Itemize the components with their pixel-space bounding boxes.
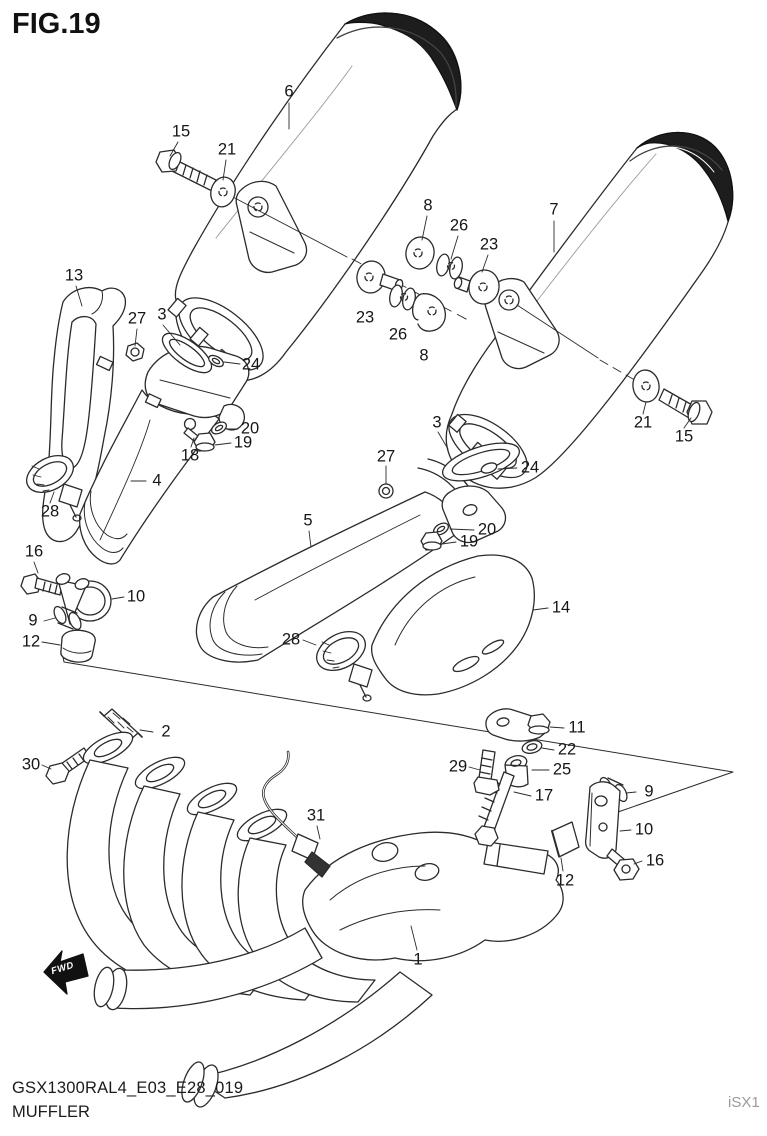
part-label-5: 5 xyxy=(303,511,313,530)
part-label-26: 26 xyxy=(449,216,469,235)
part-label-10: 10 xyxy=(126,587,146,606)
part-label-23: 23 xyxy=(355,308,375,327)
part-label-27: 27 xyxy=(127,309,147,328)
part-label-27: 27 xyxy=(376,447,396,466)
watermark-text: iSX1 xyxy=(728,1094,760,1111)
part-label-3: 3 xyxy=(157,305,167,324)
part-label-24: 24 xyxy=(520,458,540,477)
drawing-title: MUFFLER xyxy=(12,1103,90,1121)
part-label-15: 15 xyxy=(171,122,191,141)
part-label-21: 21 xyxy=(633,413,653,432)
part-label-30: 30 xyxy=(21,755,41,774)
figure-title: FIG.19 xyxy=(12,8,101,40)
part-label-12: 12 xyxy=(555,871,575,890)
part-label-16: 16 xyxy=(24,542,44,561)
part-label-16: 16 xyxy=(645,851,665,870)
part-label-8: 8 xyxy=(423,196,433,215)
fwd-badge-label: FWD xyxy=(49,959,76,978)
drawing-footer xyxy=(12,1079,243,1122)
part-label-12: 12 xyxy=(21,632,41,651)
hanger-bracket-11-group-drawing xyxy=(474,709,550,846)
part-label-4: 4 xyxy=(152,471,162,490)
part-label-19: 19 xyxy=(459,532,479,551)
mount-group-right-drawing xyxy=(552,776,639,880)
part-label-9: 9 xyxy=(28,611,38,630)
part-label-11: 11 xyxy=(568,718,586,737)
part-label-29: 29 xyxy=(448,757,468,776)
part-label-7: 7 xyxy=(549,200,559,219)
part-label-20: 20 xyxy=(477,520,497,539)
part-label-6: 6 xyxy=(284,82,294,101)
heat-shield-14-drawing xyxy=(372,555,535,695)
part-label-18: 18 xyxy=(180,446,200,465)
part-label-1: 1 xyxy=(413,950,423,969)
part-label-10: 10 xyxy=(634,820,654,839)
clamp-28-right-drawing xyxy=(310,624,372,701)
part-label-14: 14 xyxy=(551,598,571,617)
part-label-23: 23 xyxy=(479,235,499,254)
part-label-24: 24 xyxy=(241,355,261,374)
part-label-13: 13 xyxy=(64,266,84,285)
part-label-17: 17 xyxy=(534,786,554,805)
part-label-20: 20 xyxy=(240,419,260,438)
part-label-31: 31 xyxy=(306,806,326,825)
part-label-26: 26 xyxy=(388,325,408,344)
part-label-28: 28 xyxy=(40,502,60,521)
part-label-8: 8 xyxy=(419,346,429,365)
part-label-21: 21 xyxy=(217,140,237,159)
part-label-15: 15 xyxy=(674,427,694,446)
part-label-25: 25 xyxy=(552,760,572,779)
part-label-9: 9 xyxy=(644,782,654,801)
part-label-22: 22 xyxy=(557,740,577,759)
part-label-28: 28 xyxy=(281,630,301,649)
part-label-19: 19 xyxy=(233,433,253,452)
drawing-code: GSX1300RAL4_E03_E28_019 xyxy=(12,1079,244,1097)
part-label-3: 3 xyxy=(432,413,442,432)
part-label-2: 2 xyxy=(161,722,171,741)
